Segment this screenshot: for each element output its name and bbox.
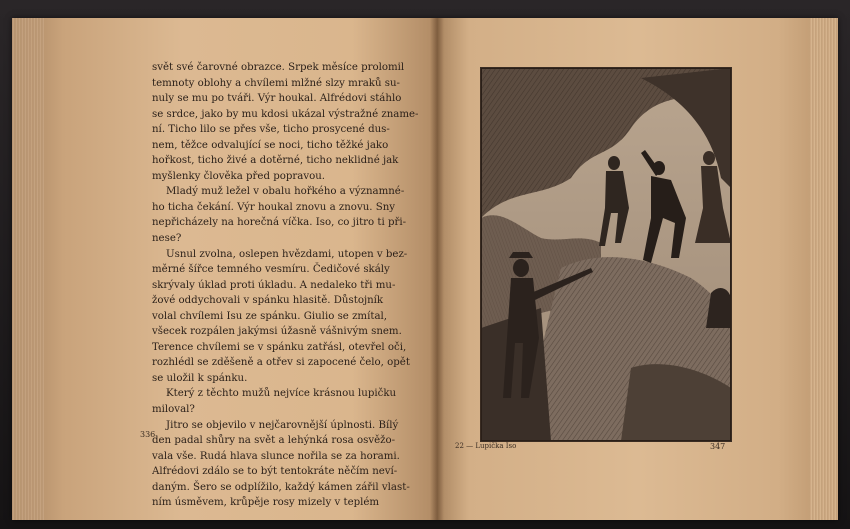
page-edges-left [12,18,44,520]
text-line: Který z těchto mužů nejvíce krásnou lupičku [166,388,397,400]
text-line: Jitro se objevilo v nejčarovnější úplnosti. Bílý [166,419,399,431]
paragraph [152,418,422,511]
text-line: všecek rozpálen jakýmsi úžasně vášnivým snem. [152,326,402,338]
text-line: ní. Ticho lilo se přes vše, ticho prosycené dus- [152,124,390,136]
right-page-number: 347 [710,442,726,451]
text-line: svět své čarovné obrazce. Srpek měsíce prolomil [152,62,405,73]
paragraph [152,247,422,387]
text-line: Mladý muž ležel v obalu hořkého a významné- [166,186,405,198]
text-line: nuly se mu po tváři. Výr houkal. Alfrédovi stáhlo [152,93,402,105]
text-line: Terence chvílemi se v spánku zatřásl, otevřel oči, [152,341,407,353]
text-line: vala vše. Rudá hlava slunce nořila se za horami. [152,450,400,462]
left-page-text [152,60,422,511]
text-line: nepřicházely na horečná víčka. Iso, co jitro ti při- [152,217,407,229]
text-line: se uložil k spánku. [152,372,248,384]
text-line: skrývaly úklad proti úkladu. A nedaleko tři mu- [152,279,396,291]
text-line: rozhlédl se zděšeně a otřev si zapocené čelo, opět [152,357,410,369]
text-line: Usnul zvolna, oslepen hvězdami, utopen v bez- [166,248,408,260]
text-line: daným. Šero se odplížilo, každý kámen zářil vlast- [152,481,410,493]
paragraph [152,60,422,184]
text-line: měrné šířce temného vesmíru. Čedičové skály [152,264,390,276]
text-line: žové oddychovali v spánku hlasitě. Důstojník [152,295,384,307]
text-line: volal chvílemi Isu ze spánku. Giulio se zmítal, [152,310,388,322]
text-line: nem, těžce odvalující se noci, ticho těžké jako [152,139,389,151]
text-line: den padal shůry na svět a lehýnká rosa osvěžo- [152,435,396,447]
text-line: miloval? [152,404,195,416]
text-line: nese? [152,233,182,245]
book-gutter [430,18,444,520]
text-line: hořkost, ticho živé a dotěrné, ticho neklidné jak [152,155,399,167]
text-line: temnoty oblohy a chvílemi mlžné slzy mraků su- [152,77,400,89]
page-edges-right [810,18,838,520]
illustration-engraving [480,67,732,442]
text-line: se srdce, jako by mu kdosi ukázal výstražné zname- [152,108,419,120]
text-line: myšlenky člověka před popravou. [152,170,326,182]
text-line: ním úsměvem, krůpěje rosy mizely v teplém [152,497,380,509]
left-page-number: 336 [140,430,156,439]
paragraph [152,386,422,417]
printer-signature: 22 — Lupička Iso [455,442,517,450]
text-line: Alfrédovi zdálo se to být tentokráte něčím neví- [152,466,398,478]
paragraph [152,184,422,246]
left-page [12,18,437,520]
text-line: ho ticha čekání. Výr houkal znovu a znovu. Sny [152,201,396,213]
